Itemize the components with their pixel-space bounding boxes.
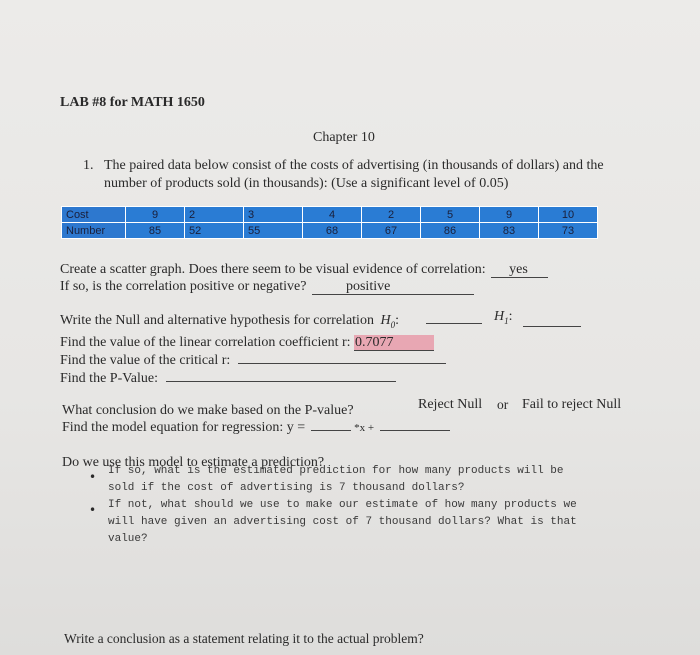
table-cell: 85 [126, 223, 185, 239]
direction-question [60, 279, 474, 295]
slope-blank[interactable] [311, 429, 351, 431]
correlation-coefficient-text: Find the value of the linear correlation coefficient r: [60, 335, 351, 350]
x-term: *x + [354, 422, 375, 434]
scatter-question [60, 262, 548, 278]
intercept-blank[interactable] [380, 429, 450, 431]
lab-title: LAB #8 for MATH 1650 [60, 95, 205, 110]
table-cell: 52 [185, 223, 244, 239]
hypothesis-line: Write the Null and alternative hypothesis for correlation $H_0$: [60, 313, 482, 330]
bullet2-line1: If not, what should we use to make our estimate of how many products we [108, 499, 577, 511]
direction-answer-positive[interactable]: positive [312, 279, 474, 295]
final-conclusion-prompt: Write a conclusion as a statement relating it to the actual problem? [64, 631, 424, 646]
correlation-coefficient-line [60, 335, 434, 351]
table-cell: 5 [421, 207, 480, 223]
p-value-blank[interactable] [166, 380, 396, 382]
alt-hypothesis-symbol: $H_1$: [494, 309, 513, 326]
null-hypothesis-blank[interactable] [426, 322, 482, 324]
table-cell: 4 [303, 207, 362, 223]
table-cell: 67 [362, 223, 421, 239]
table-cell: 2 [185, 207, 244, 223]
critical-r-blank[interactable] [238, 362, 446, 364]
model-equation-line [62, 420, 450, 436]
table-cell: 2 [362, 207, 421, 223]
problem-number: 1. [83, 158, 94, 173]
bullet1-line2: sold if the cost of advertising is 7 thousand dollars? [108, 482, 465, 494]
table-cell: 73 [539, 223, 598, 239]
reject-null-option[interactable]: Reject Null [418, 397, 483, 412]
bullet-icon: • [89, 470, 97, 484]
scatter-question-text: Create a scatter graph. Does there seem to be visual evidence of correlation: [60, 262, 486, 277]
alt-hypothesis-blank[interactable] [523, 325, 581, 327]
table-header-number: Number [62, 223, 126, 239]
hypothesis-text: Write the Null and alternative hypothesis for correlation [60, 313, 374, 328]
table-cell: 83 [480, 223, 539, 239]
table-cell: 3 [244, 207, 303, 223]
table-row-cost [62, 207, 598, 223]
table-header-cost: Cost [62, 207, 126, 223]
data-table [61, 206, 598, 239]
critical-r-line [60, 353, 446, 369]
or-text: or [497, 397, 509, 412]
bullet1-line1: If so, what is the estimated prediction for how many products will be [108, 465, 564, 477]
table-cell: 68 [303, 223, 362, 239]
direction-question-text: If so, is the correlation positive or negative? [60, 279, 307, 294]
conclusion-question: What conclusion do we make based on the P-value? [62, 403, 354, 418]
correlation-coefficient-value[interactable]: 0.7077 [354, 335, 434, 351]
p-value-line [60, 371, 396, 387]
bullet-icon: • [89, 503, 97, 517]
bullet2-line2: will have given an advertising cost of 7 thousand dollars? What is that [108, 516, 577, 528]
critical-r-text: Find the value of the critical r: [60, 353, 231, 368]
model-equation-text: Find the model equation for regression: y = [62, 420, 306, 435]
fail-to-reject-option[interactable]: Fail to reject Null [522, 397, 622, 412]
p-value-text: Find the P-Value: [60, 371, 158, 386]
null-hypothesis-symbol: $H_0$ [380, 313, 396, 330]
table-cell: 10 [539, 207, 598, 223]
prediction-question: Do we use this model to estimate a prediction? [62, 455, 325, 470]
table-cell: 9 [480, 207, 539, 223]
table-cell: 55 [244, 223, 303, 239]
chapter-heading: Chapter 10 [313, 130, 375, 145]
scatter-answer-yes[interactable]: yes [491, 262, 548, 278]
table-row-number [62, 223, 598, 239]
problem-text-line2: number of products sold (in thousands): (Use a significant level of 0.05) [104, 176, 509, 191]
table-cell: 9 [126, 207, 185, 223]
bullet2-line3: value? [108, 533, 148, 545]
problem-text-line1: The paired data below consist of the costs of advertising (in thousands of dollars) and the [104, 158, 604, 173]
table-cell: 86 [421, 223, 480, 239]
